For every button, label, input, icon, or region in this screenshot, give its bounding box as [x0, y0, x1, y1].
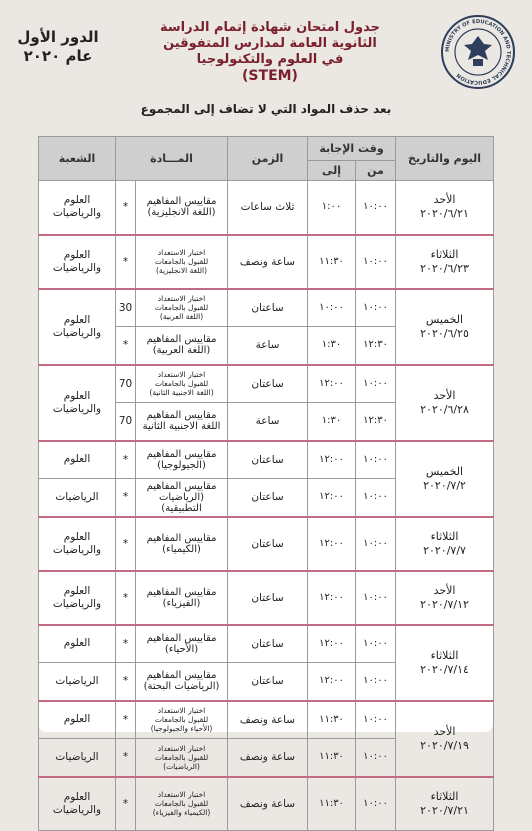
- day-date-cell: [396, 235, 494, 289]
- score-cell: *: [116, 663, 136, 701]
- time-from-cell: ١٠:٠٠: [356, 739, 396, 777]
- header-day-date: اليوم والتاريخ: [396, 137, 494, 181]
- subject-line: مقاييس المفاهيم: [146, 480, 217, 492]
- branch-line: العلوم: [63, 194, 91, 207]
- branch-line: والرياضيات: [52, 597, 102, 610]
- subject-line: مقاييس المفاهيم: [146, 448, 217, 460]
- subject-line: مقاييس المفاهيم: [146, 410, 217, 422]
- branch-cell: [39, 181, 116, 235]
- score-cell: *: [116, 181, 136, 235]
- exam-round-line1: الدور الأول: [17, 28, 99, 46]
- ministry-emblem-icon: [440, 14, 516, 90]
- subject-line: للقبول بالجامعات: [154, 752, 209, 762]
- day-name: الأحد: [433, 388, 456, 402]
- duration-cell: ساعتان: [228, 289, 308, 327]
- header-branch: الشعبة: [39, 137, 116, 181]
- day-name: الأحد: [433, 193, 456, 207]
- exam-date: ٢٠٢٠/٧/١٩: [420, 738, 469, 752]
- time-from-cell: ١٢:٣٠: [356, 403, 396, 441]
- branch-line: العلوم: [63, 530, 91, 543]
- day-date-cell: [396, 441, 494, 517]
- day-name: الثلاثاء: [430, 648, 459, 662]
- exam-schedule-table-wrapper: [38, 136, 493, 818]
- score-cell: *: [116, 571, 136, 625]
- time-to-cell: ١٠:٠٠: [308, 289, 356, 327]
- title-line3: في العلوم والتكنولوجيا: [196, 52, 344, 67]
- branch-line: والرياضيات: [52, 543, 102, 556]
- header-subject: المـــادة: [116, 137, 228, 181]
- duration-cell: ساعتان: [228, 441, 308, 479]
- subject-cell: [136, 181, 228, 235]
- day-date-cell: [396, 571, 494, 625]
- duration-cell: ثلاث ساعات: [228, 181, 308, 235]
- subject-line: (الكيمياء والفيزياء): [152, 808, 211, 818]
- score-cell: 70: [116, 403, 136, 441]
- day-date-cell: [396, 701, 494, 777]
- subject-line: اختبار الاستعداد: [157, 706, 206, 716]
- day-date-cell: [396, 289, 494, 365]
- time-from-cell: ١٠:٠٠: [356, 777, 396, 831]
- score-cell: *: [116, 739, 136, 777]
- day-date-cell: [396, 777, 494, 831]
- score-cell: *: [116, 479, 136, 517]
- time-to-cell: ١٢:٠٠: [308, 441, 356, 479]
- score-cell: *: [116, 701, 136, 739]
- time-to-cell: ١:٣٠: [308, 327, 356, 365]
- exam-date: ٢٠٢٠/٧/٧: [423, 543, 466, 557]
- subject-line: مقاييس المفاهيم: [146, 632, 217, 644]
- duration-cell: ساعتان: [228, 571, 308, 625]
- svg-text:MINISTRY OF EDUCATION AND TECH: MINISTRY OF EDUCATION AND TECHNICAL EDUCATION: [444, 18, 512, 86]
- duration-cell: ساعتان: [228, 663, 308, 701]
- exam-date: ٢٠٢٠/٦/٢٥: [420, 326, 469, 340]
- subject-line: (الرياضيات التطبيقية): [158, 491, 205, 514]
- time-to-cell: ١١:٣٠: [308, 739, 356, 777]
- page-title: [120, 20, 420, 84]
- subject-line: مقاييس المفاهيم: [146, 532, 217, 544]
- subject-line: للقبول بالجامعات: [154, 303, 209, 313]
- table-row: [39, 777, 494, 831]
- branch-line: والرياضيات: [52, 326, 102, 339]
- day-date-cell: [396, 625, 494, 701]
- time-to-cell: ١١:٣٠: [308, 777, 356, 831]
- subject-line: (اللغة الاجنبية الثانية): [149, 388, 214, 398]
- branch-line: الرياضيات: [55, 750, 99, 763]
- branch-line: العلوم: [63, 713, 91, 726]
- table-row: [39, 625, 494, 663]
- time-from-cell: ١٠:٠٠: [356, 663, 396, 701]
- table-row: [39, 571, 494, 625]
- duration-cell: ساعة: [228, 327, 308, 365]
- exam-date: ٢٠٢٠/٦/٢٣: [420, 261, 469, 275]
- time-from-cell: ١٠:٠٠: [356, 441, 396, 479]
- subject-line: مقاييس المفاهيم: [146, 670, 217, 682]
- score-cell: *: [116, 441, 136, 479]
- schedule-body: [39, 181, 494, 831]
- duration-cell: ساعة ونصف: [228, 701, 308, 739]
- table-row: [39, 701, 494, 739]
- table-row: [39, 181, 494, 235]
- branch-cell: [39, 625, 116, 663]
- subject-line: (اللغة العربية): [159, 312, 204, 322]
- exam-round-line2: عام ٢٠٢٠: [23, 47, 93, 65]
- subject-cell: [136, 701, 228, 739]
- branch-line: الرياضيات: [55, 490, 99, 503]
- table-row: [39, 517, 494, 571]
- title-line4: (STEM): [242, 68, 298, 84]
- title-line1: جدول امتحان شهادة إتمام الدراسة: [159, 20, 380, 35]
- branch-cell: [39, 235, 116, 289]
- exam-schedule-table: [38, 136, 494, 831]
- time-to-cell: ١:٣٠: [308, 403, 356, 441]
- branch-line: الرياضيات: [55, 674, 99, 687]
- day-name: الثلاثاء: [430, 529, 459, 543]
- branch-line: العلوم: [63, 389, 91, 402]
- duration-cell: ساعتان: [228, 625, 308, 663]
- subject-line: للقبول بالجامعات: [154, 257, 209, 266]
- subject-line: (الرياضيات): [163, 761, 200, 771]
- subject-line: اختبار الاستعداد: [157, 294, 206, 304]
- score-cell: 30: [116, 289, 136, 327]
- branch-line: العلوم: [63, 790, 91, 803]
- subject-cell: [136, 571, 228, 625]
- branch-cell: [39, 289, 116, 365]
- subject-line: اختبار الاستعداد: [157, 790, 206, 800]
- subject-cell: [136, 777, 228, 831]
- subject-line: مقاييس المفاهيم: [146, 586, 217, 598]
- duration-cell: ساعتان: [228, 517, 308, 571]
- subject-line: مقاييس المفاهيم: [146, 334, 217, 346]
- day-name: الثلاثاء: [430, 247, 459, 261]
- time-to-cell: ١:٠٠: [308, 181, 356, 235]
- exam-date: ٢٠٢٠/٦/٢٨: [420, 402, 469, 416]
- day-date-cell: [396, 365, 494, 441]
- duration-cell: ساعة ونصف: [228, 777, 308, 831]
- exam-date: ٢٠٢٠/٧/١٢: [420, 597, 469, 611]
- time-from-cell: ١٠:٠٠: [356, 517, 396, 571]
- time-from-cell: ١٠:٠٠: [356, 701, 396, 739]
- branch-line: والرياضيات: [52, 261, 102, 274]
- exam-date: ٢٠٢٠/٧/٢: [423, 478, 466, 492]
- header-answer-time: وقت الإجابة: [308, 137, 396, 161]
- subject-line: للقبول بالجامعات: [154, 379, 209, 389]
- score-cell: *: [116, 777, 136, 831]
- branch-cell: [39, 365, 116, 441]
- subject-cell: [136, 403, 228, 441]
- subject-line: (الكيمياء): [162, 543, 201, 555]
- subject-line: اللغة الاجنبية الثانية: [142, 421, 221, 433]
- time-from-cell: ١٠:٠٠: [356, 181, 396, 235]
- subject-line: (اللغة العربية): [152, 345, 211, 357]
- day-name: الأحد: [433, 583, 456, 597]
- subject-line: (اللغة الانجليزية): [156, 266, 208, 275]
- score-cell: *: [116, 517, 136, 571]
- page-header: [0, 0, 532, 135]
- time-to-cell: ١١:٣٠: [308, 701, 356, 739]
- subject-line: اختبار الاستعداد: [157, 743, 206, 753]
- subject-cell: [136, 441, 228, 479]
- time-from-cell: ١٠:٠٠: [356, 479, 396, 517]
- score-cell: *: [116, 625, 136, 663]
- subject-line: مقاييس المفاهيم: [146, 196, 217, 208]
- score-cell: *: [116, 235, 136, 289]
- time-from-cell: ١٢:٣٠: [356, 327, 396, 365]
- subject-cell: [136, 365, 228, 403]
- duration-cell: ساعة ونصف: [228, 235, 308, 289]
- branch-cell: [39, 777, 116, 831]
- subject-cell: [136, 517, 228, 571]
- exam-date: ٢٠٢٠/٧/١٤: [420, 662, 469, 676]
- duration-cell: ساعة ونصف: [228, 739, 308, 777]
- branch-line: والرياضيات: [52, 402, 102, 415]
- subject-line: (الفيزياء): [162, 597, 201, 609]
- branch-line: العلوم: [63, 313, 91, 326]
- branch-cell: [39, 441, 116, 479]
- day-name: الثلاثاء: [430, 789, 459, 803]
- branch-cell: [39, 701, 116, 739]
- duration-cell: ساعتان: [228, 479, 308, 517]
- time-from-cell: ١٠:٠٠: [356, 571, 396, 625]
- exam-date: ٢٠٢٠/٧/٢١: [420, 803, 469, 817]
- table-row: [39, 289, 494, 327]
- time-from-cell: ١٠:٠٠: [356, 289, 396, 327]
- subject-line: اختبار الاستعداد: [157, 248, 206, 257]
- time-from-cell: ١٠:٠٠: [356, 235, 396, 289]
- time-to-cell: ١٢:٠٠: [308, 663, 356, 701]
- subject-line: للقبول بالجامعات: [154, 715, 209, 725]
- table-row: [39, 441, 494, 479]
- duration-cell: ساعتان: [228, 365, 308, 403]
- score-cell: 70: [116, 365, 136, 403]
- branch-cell: [39, 571, 116, 625]
- branch-line: العلوم: [63, 248, 91, 261]
- header-from: من: [356, 161, 396, 181]
- branch-line: العلوم: [63, 453, 91, 466]
- branch-cell: [39, 663, 116, 701]
- branch-line: والرياضيات: [52, 207, 102, 220]
- day-name: الخميس: [425, 464, 464, 478]
- branch-line: العلوم: [63, 637, 91, 650]
- header-to: إلى: [308, 161, 356, 181]
- table-row: [39, 365, 494, 403]
- time-to-cell: ١٢:٠٠: [308, 517, 356, 571]
- branch-line: العلوم: [63, 584, 91, 597]
- time-to-cell: ١٢:٠٠: [308, 479, 356, 517]
- time-to-cell: ١٢:٠٠: [308, 571, 356, 625]
- score-cell: *: [116, 327, 136, 365]
- subject-cell: [136, 663, 228, 701]
- subject-cell: [136, 739, 228, 777]
- table-row: [39, 235, 494, 289]
- subject-cell: [136, 235, 228, 289]
- subject-cell: [136, 327, 228, 365]
- day-name: الخميس: [425, 312, 464, 326]
- day-name: الأحد: [433, 724, 456, 738]
- time-from-cell: ١٠:٠٠: [356, 625, 396, 663]
- subject-cell: [136, 479, 228, 517]
- time-from-cell: ١٠:٠٠: [356, 365, 396, 403]
- header-duration: الزمن: [228, 137, 308, 181]
- subject-cell: [136, 625, 228, 663]
- page-subtitle: بعد حذف المواد التي لا تضاف إلى المجموع: [140, 102, 392, 116]
- subject-line: (الأحياء): [164, 643, 199, 655]
- branch-cell: [39, 517, 116, 571]
- branch-line: والرياضيات: [52, 803, 102, 816]
- subject-line: (الرياضيات البحتة): [143, 681, 220, 693]
- time-to-cell: ١٢:٠٠: [308, 365, 356, 403]
- subject-line: (الجيولوجيا): [157, 459, 206, 471]
- branch-cell: [39, 479, 116, 517]
- title-line2: الثانوية العامة لمدارس المتفوقين: [163, 36, 377, 51]
- subject-line: (الأحياء والجيولوجيا): [150, 724, 213, 734]
- day-date-cell: [396, 517, 494, 571]
- time-to-cell: ١١:٣٠: [308, 235, 356, 289]
- duration-cell: ساعة: [228, 403, 308, 441]
- exam-round: [10, 28, 106, 66]
- branch-cell: [39, 739, 116, 777]
- time-to-cell: ١٢:٠٠: [308, 625, 356, 663]
- exam-date: ٢٠٢٠/٦/٢١: [420, 207, 469, 221]
- subject-cell: [136, 289, 228, 327]
- subject-line: اختبار الاستعداد: [157, 370, 206, 380]
- day-date-cell: [396, 181, 494, 235]
- subject-line: (اللغة الانجليزية): [147, 207, 216, 219]
- subject-line: للقبول بالجامعات: [154, 799, 209, 809]
